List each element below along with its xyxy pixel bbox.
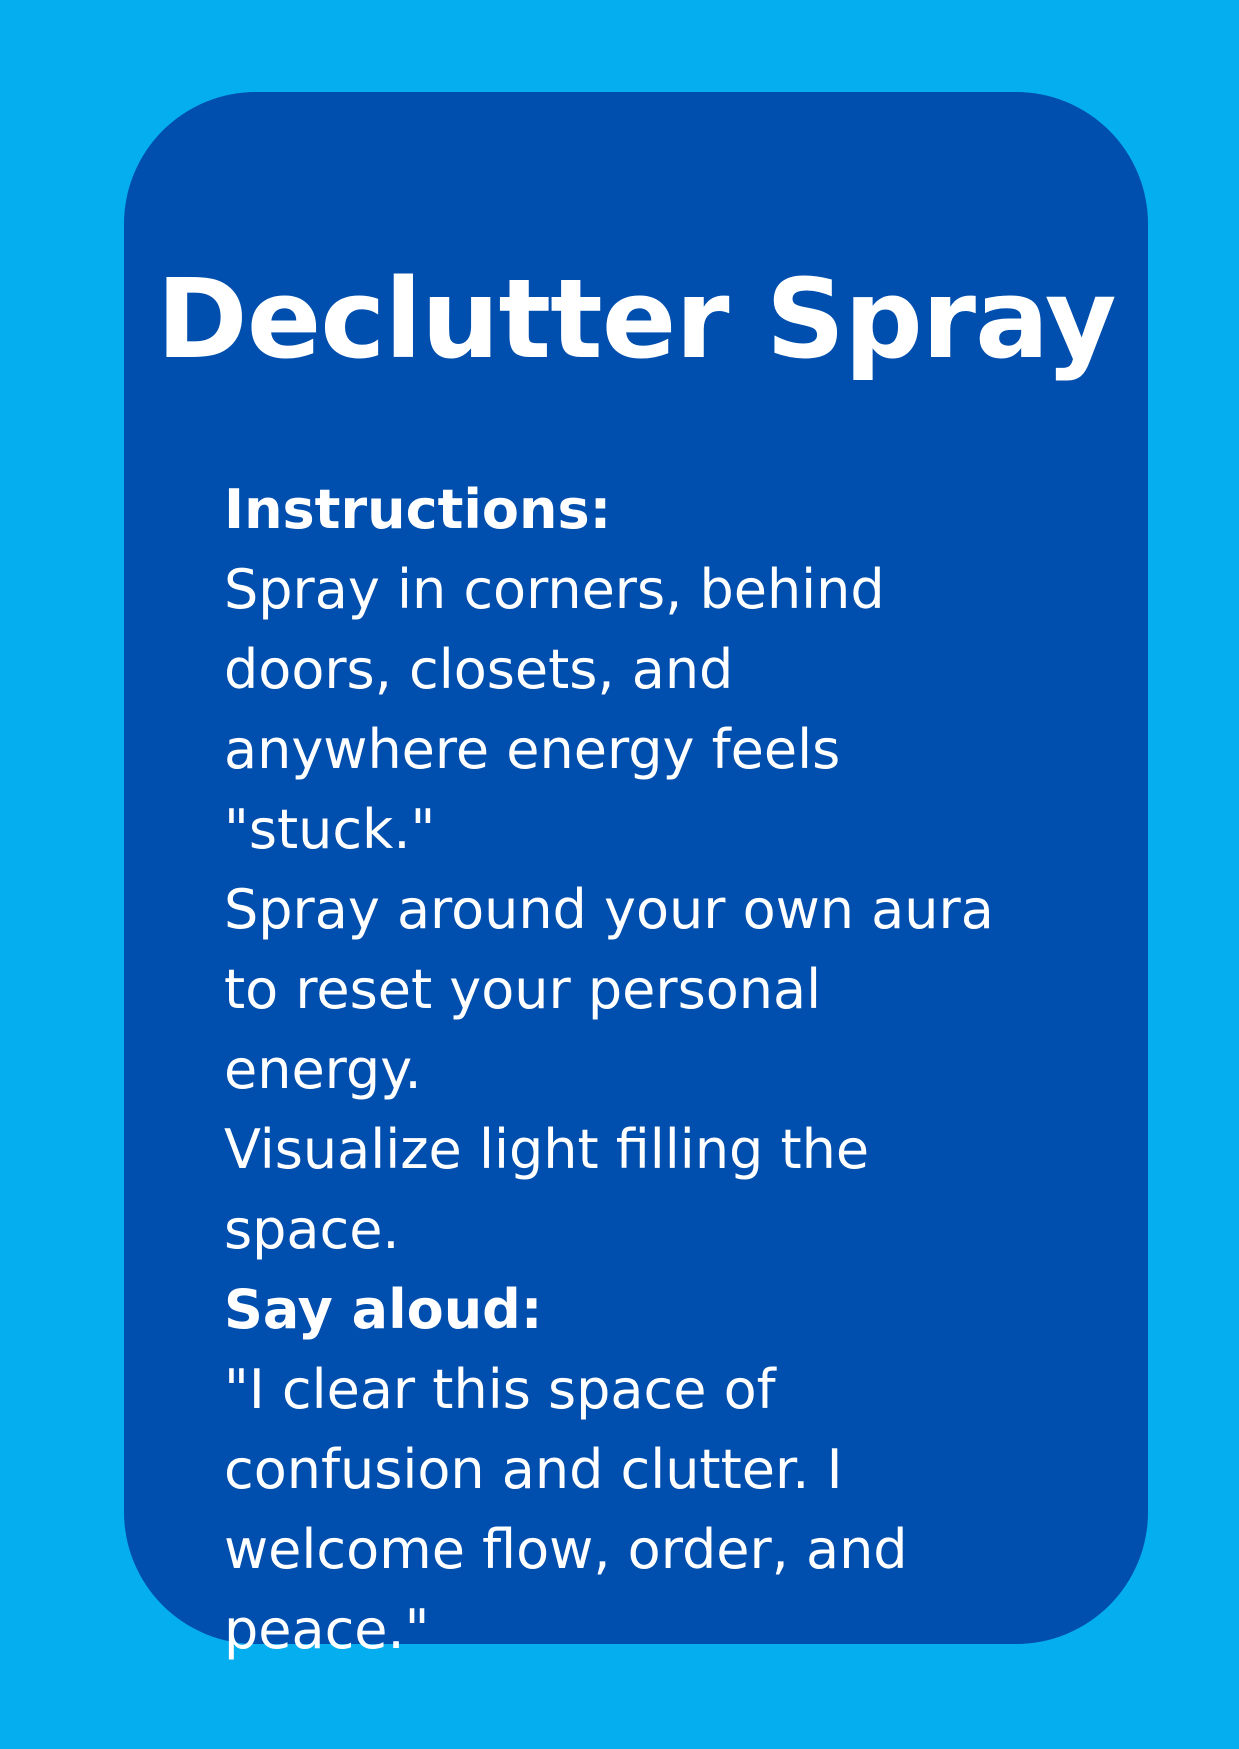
instruction-line: Spray around your own aura: [224, 878, 994, 941]
instruction-line: energy.: [224, 1038, 422, 1101]
affirmation-line: "I clear this space of: [224, 1358, 776, 1421]
affirmation-line: welcome flow, order, and: [224, 1518, 908, 1581]
instruction-line: to reset your personal: [224, 958, 822, 1021]
instruction-card: [124, 92, 1148, 1661]
card-title: Declutter Spray: [156, 255, 1116, 383]
affirmation-line: peace.": [224, 1598, 430, 1661]
affirmation-heading: Say aloud:: [224, 1278, 543, 1341]
instructions-heading: Instructions:: [224, 478, 612, 541]
instruction-line: "stuck.": [224, 798, 436, 861]
instruction-line: space.: [224, 1198, 400, 1261]
instruction-line: doors, closets, and: [224, 638, 734, 701]
card-body: [224, 470, 1104, 1670]
instruction-line: anywhere energy feels: [224, 718, 841, 781]
affirmation-line: confusion and clutter. I: [224, 1438, 843, 1501]
instruction-line: Visualize light filling the: [224, 1118, 870, 1181]
instruction-line: Spray in corners, behind: [224, 558, 885, 621]
